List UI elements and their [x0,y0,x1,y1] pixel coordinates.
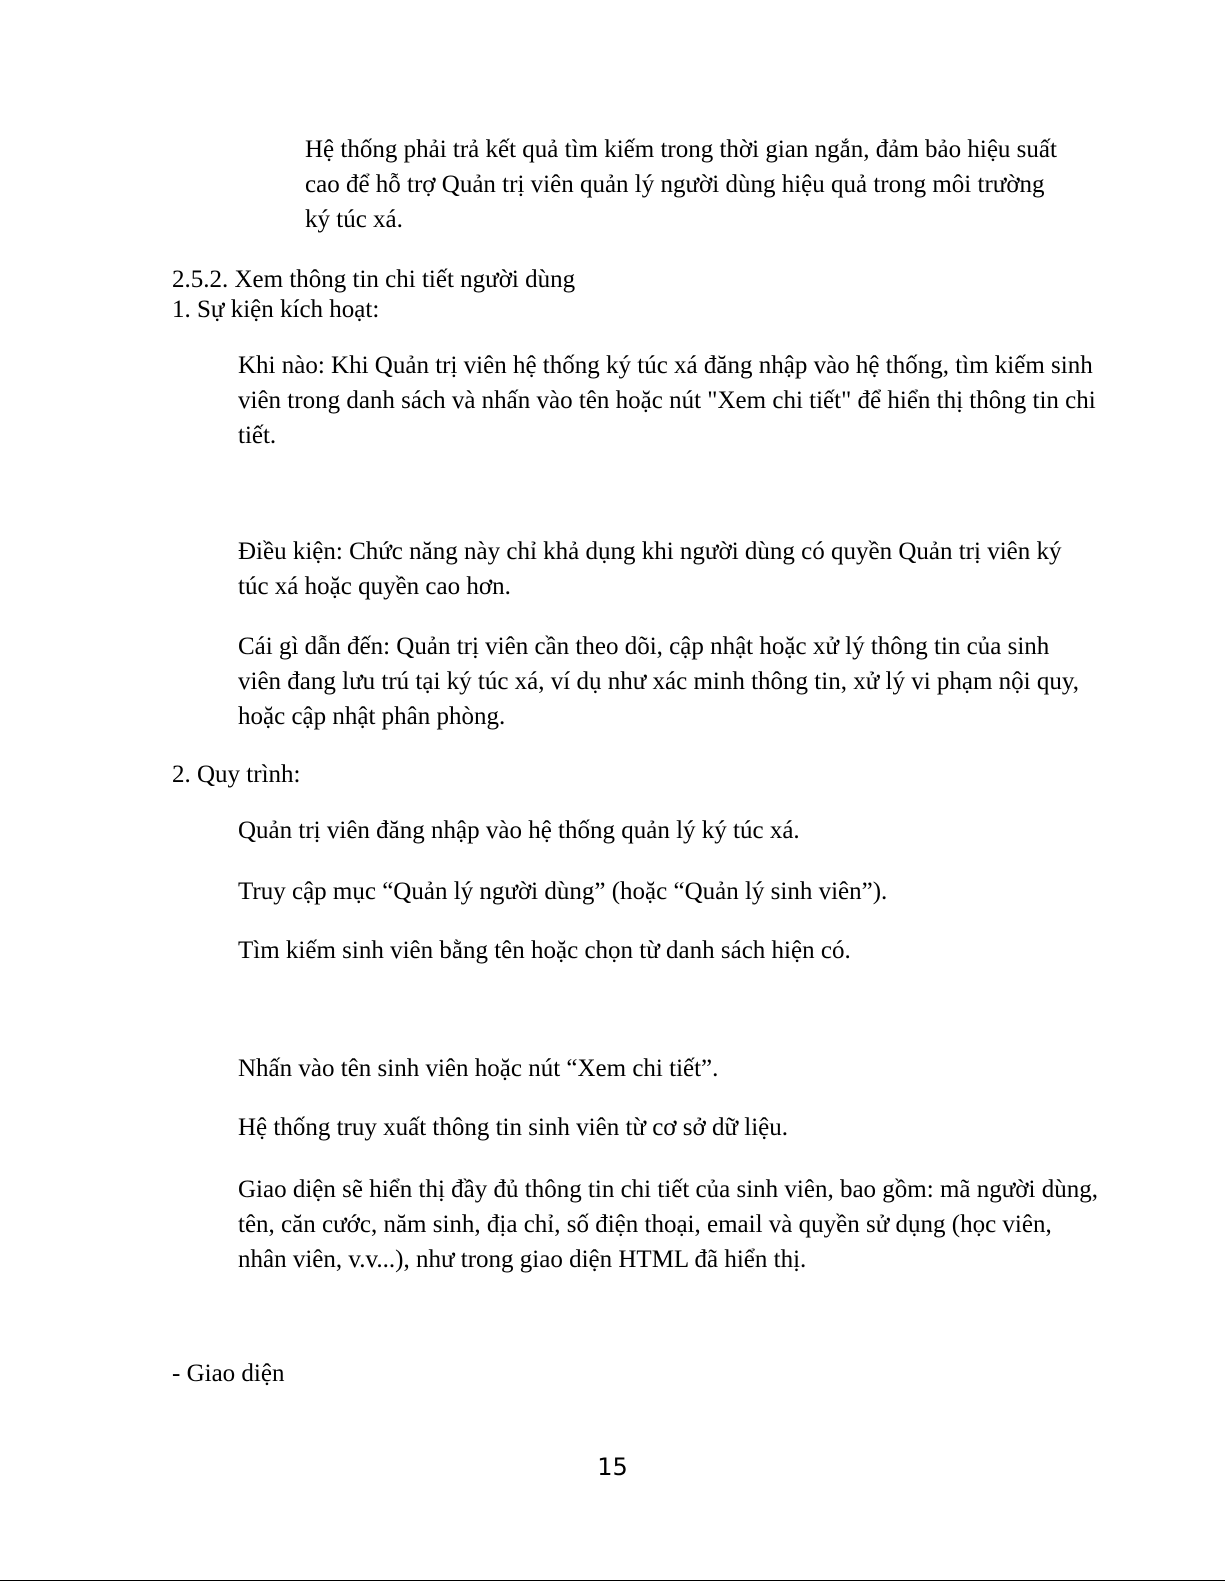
trigger-when-paragraph: Khi nào: Khi Quản trị viên hệ thống ký túc xá đăng nhập vào hệ thống, tìm kiếm sinh viên trong danh sách và nhấn vào tên hoặc nút "Xem chi tiết" để hiển thị thông tin chi tiết. [238,352,1096,449]
trigger-heading: 1. Sự kiện kích hoạt: [172,296,380,323]
trigger-cause-paragraph: Cái gì dẫn đến: Quản trị viên cần theo dõi, cập nhật hoặc xử lý thông tin của sinh viên đang lưu trú tại ký túc xá, ví dụ như xác minh thông tin, xử lý vi phạm nội quy, hoặc cập nhật phân phòng. [238,633,1080,730]
process-heading: 2. Quy trình: [172,761,301,788]
process-step: Tìm kiếm sinh viên bằng tên hoặc chọn từ danh sách hiện có. [238,937,851,964]
process-step: Hệ thống truy xuất thông tin sinh viên từ cơ sở dữ liệu. [238,1114,789,1141]
interface-label: - Giao diện [172,1360,285,1387]
process-step: Giao diện sẽ hiển thị đầy đủ thông tin chi tiết của sinh viên, bao gồm: mã người dùng, tên, căn cước, năm sinh, địa chỉ, số điện thoại, email và quyền sử dụng (học viên, nhân viên, v.v...), như trong giao diện HTML đã hiển thị. [238,1176,1098,1273]
section-heading: 2.5.2. Xem thông tin chi tiết người dùng [172,266,576,293]
process-step: Truy cập mục “Quản lý người dùng” (hoặc “Quản lý sinh viên”). [238,878,888,905]
trigger-condition-paragraph: Điều kiện: Chức năng này chỉ khả dụng khi người dùng có quyền Quản trị viên ký túc xá hoặc quyền cao hơn. [238,538,1062,600]
intro-paragraph: Hệ thống phải trả kết quả tìm kiếm trong thời gian ngắn, đảm bảo hiệu suất cao để hỗ trợ Quản trị viên quản lý người dùng hiệu quả trong môi trường ký túc xá. [305,136,1057,233]
process-step: Quản trị viên đăng nhập vào hệ thống quản lý ký túc xá. [238,817,800,844]
page-bottom-divider [0,1580,1225,1581]
process-step: Nhấn vào tên sinh viên hoặc nút “Xem chi tiết”. [238,1055,719,1082]
page-number: 15 [597,1453,628,1481]
